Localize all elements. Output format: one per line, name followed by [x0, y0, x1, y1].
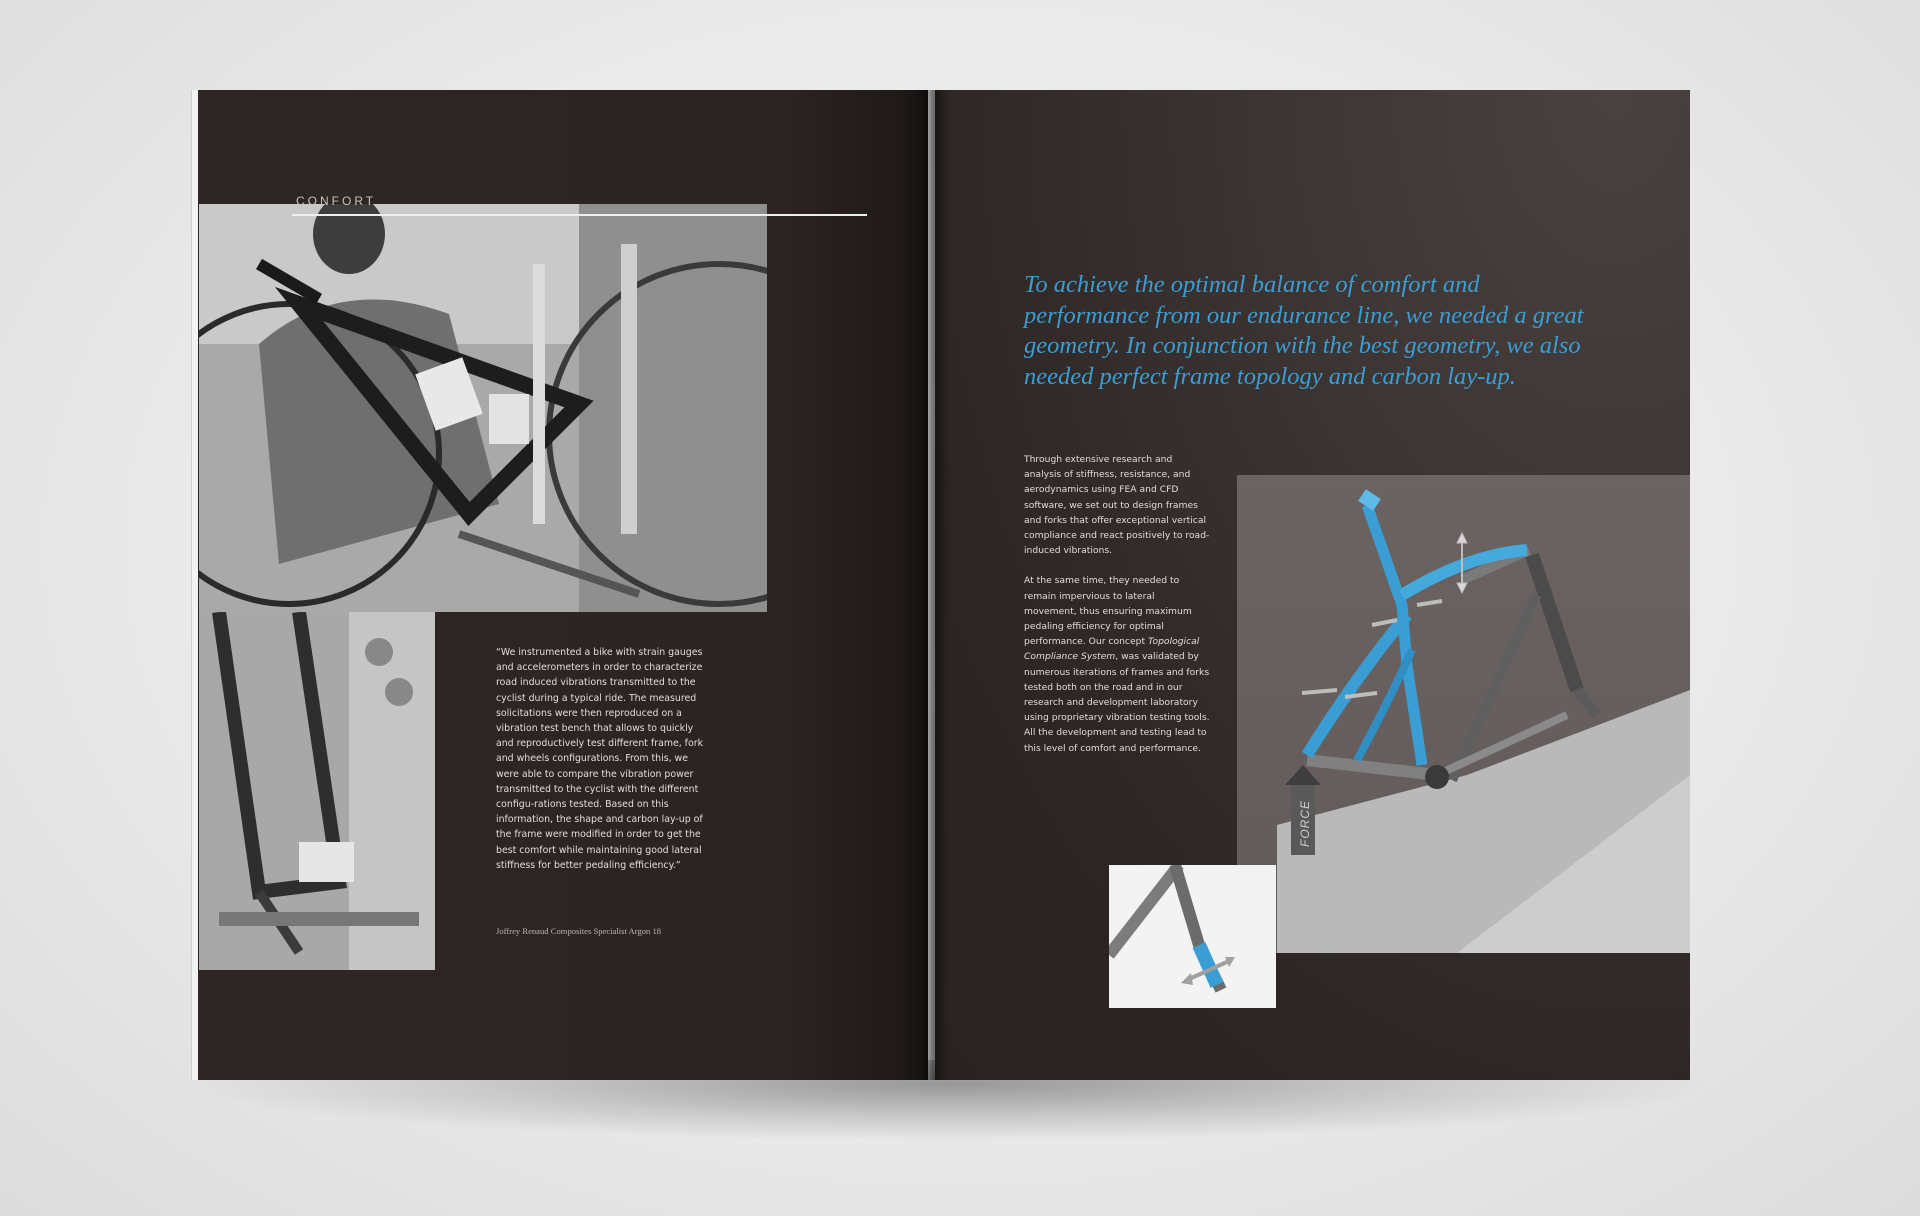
fork-detail-inset [1109, 865, 1276, 1008]
force-arrow-icon [1285, 765, 1321, 785]
left-page [198, 90, 928, 1080]
section-divider [292, 214, 867, 216]
force-label: FORCE [1298, 800, 1312, 847]
body-paragraph-1: Through extensive research and analysis of stiffness, resistance, and aerodynamics using FEA and CFD software, we set out to design frames and forks that offer exceptional vertical compliance and react positively to road-induced vibrations. [1024, 454, 1210, 557]
engineer-quote: “We instrumented a bike with strain gauges and accelerometers in order to characterize road induced vibrations transmitted to the cyclist during a typical ride. The measured solicitations were then reproduced on a vibration test bench that allows to quickly and reproductively test different frame, fork and wheels configurations. From this, we were able to compare the vibration power transmitted to the cyclist with the different configu-rations tested. Based on this information, the shape and carbon lay-up of the frame were modified in order to get the best comfort while maintaining good lateral stiffness for better pedaling efficiency.” [496, 647, 704, 871]
section-label: CONFORT [296, 194, 377, 208]
frame-diagram [1237, 475, 1690, 953]
headline: To achieve the optimal balance of comfort and performance from our endurance line, we needed a great geometry. In conjunction with the best geometry, we also needed perfect frame topology and carbon lay-up. [1024, 271, 1584, 390]
spine-gutter [920, 90, 950, 1080]
workshop-photo [199, 204, 767, 612]
right-page [935, 90, 1690, 1080]
quote-credit: Joffrey Renaud Composites Specialist Argon 18 [496, 926, 662, 936]
body-paragraph-2: At the same time, they needed to remain impervious to lateral movement, thus ensuring maximum pedaling efficiency for optimal performance. Our concept Topological Compliance System, was validated by numerous iterations of frames and forks tested both on the road and in our research and development laboratory using proprietary vibration testing tools. All the development and testing lead to this level of comfort and performance. [1024, 575, 1210, 754]
body-text [1024, 452, 1210, 771]
vibration-bench-photo [199, 612, 435, 970]
